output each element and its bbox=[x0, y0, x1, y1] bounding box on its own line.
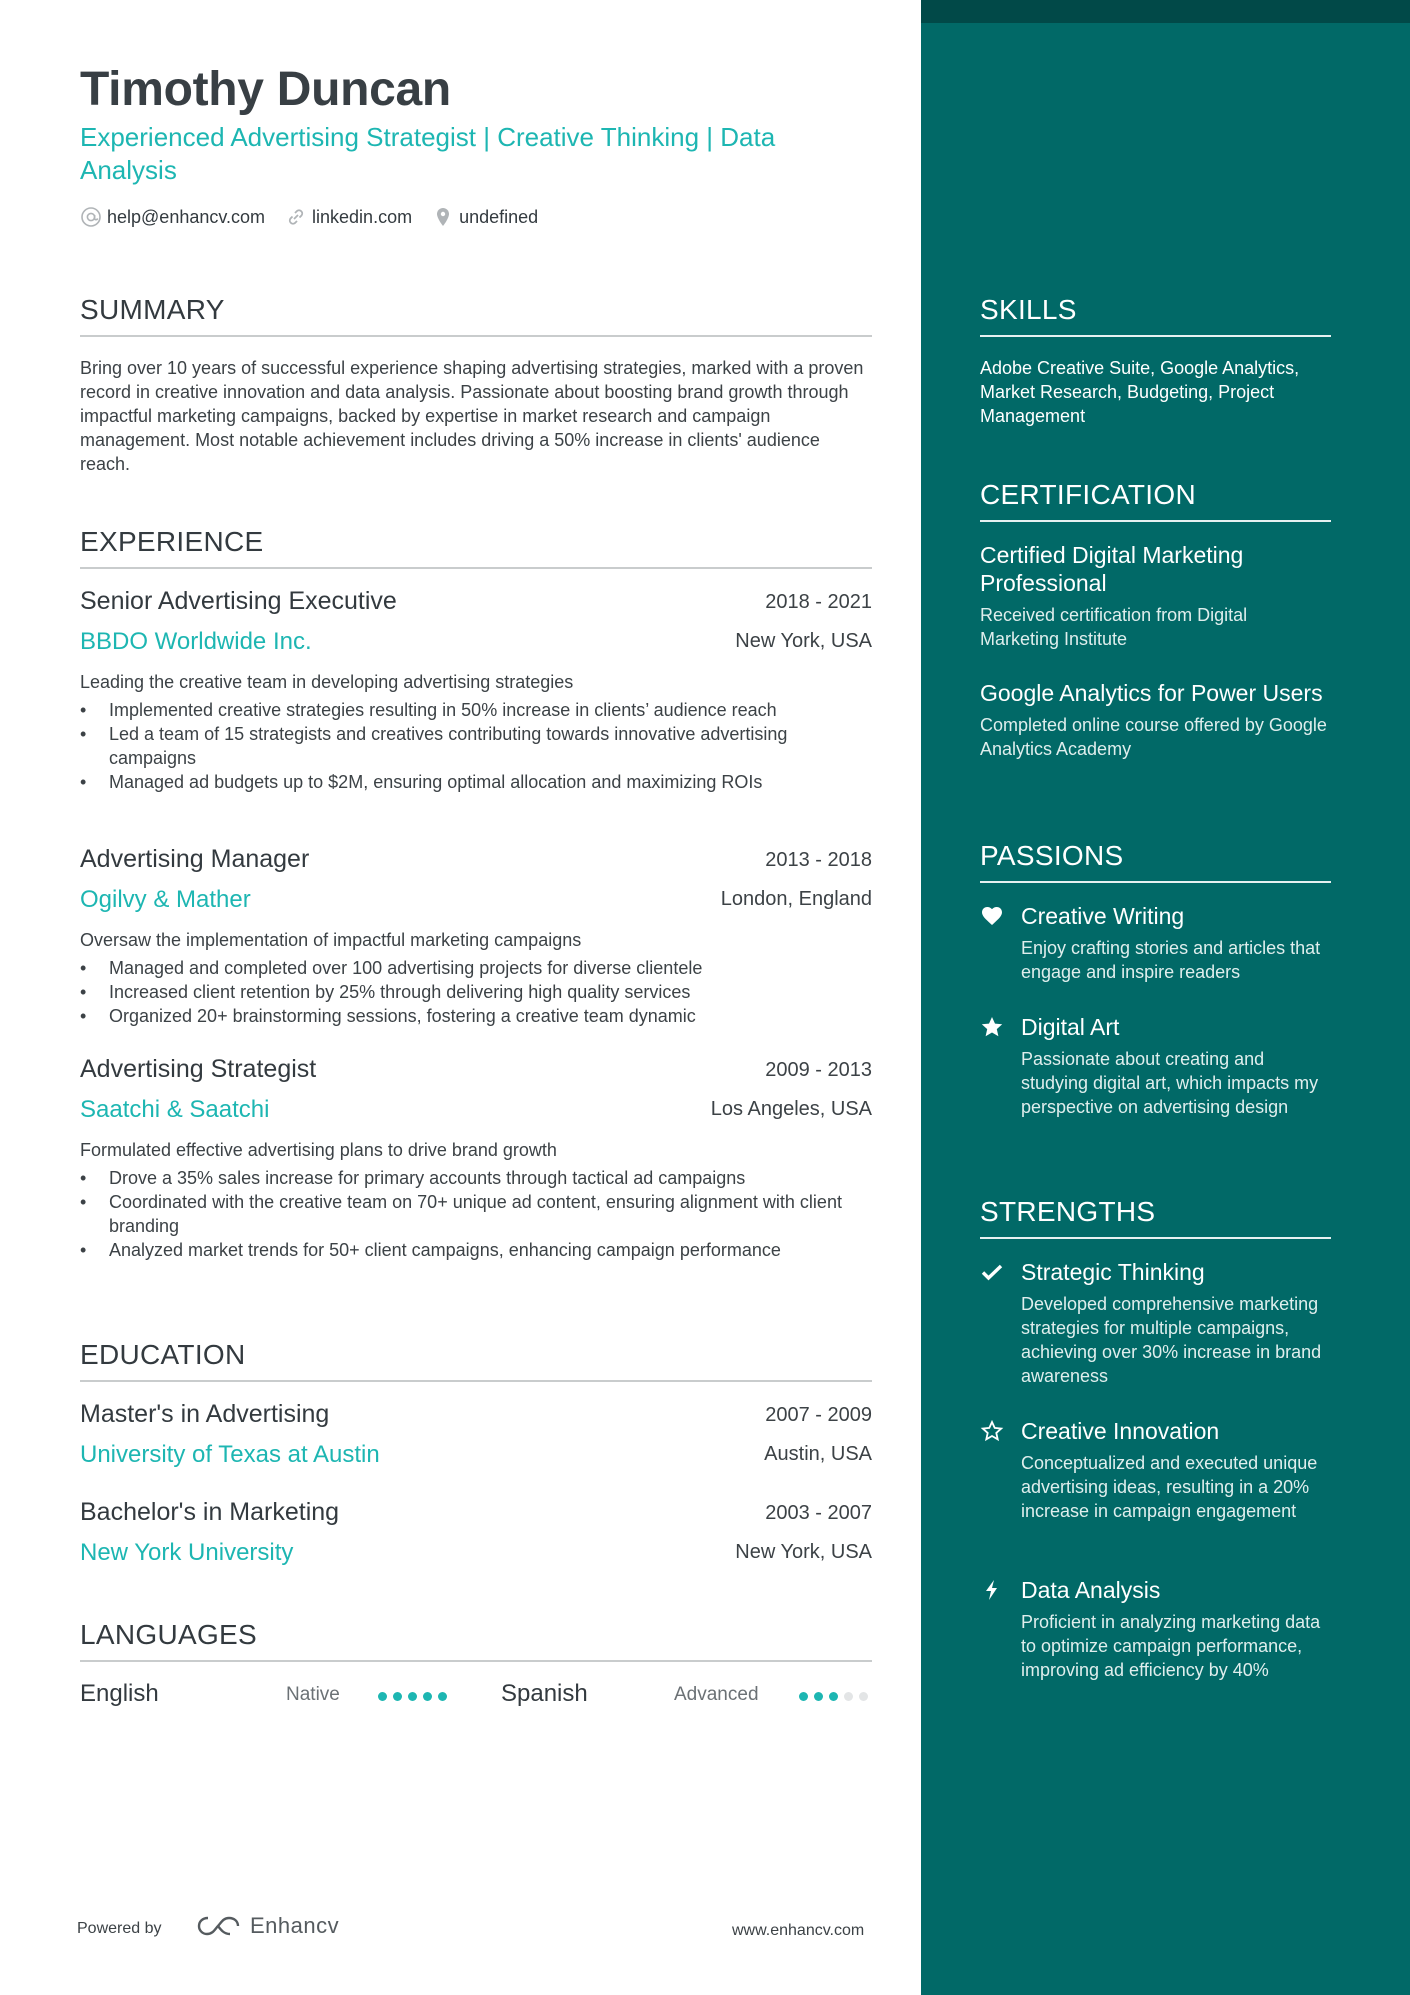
star-icon bbox=[980, 1015, 1004, 1039]
candidate-name: Timothy Duncan bbox=[80, 63, 451, 116]
contact-email[interactable] bbox=[80, 206, 265, 228]
edu-school: New York University bbox=[80, 1539, 294, 1566]
strength-desc: Developed comprehensive marketing strategies for multiple campaigns, achieving over 30% increase in brand awareness bbox=[1021, 1294, 1322, 1386]
rating-dot-filled bbox=[829, 1692, 838, 1701]
summary-heading: SUMMARY bbox=[80, 293, 872, 337]
passion-desc: Enjoy crafting stories and articles that engage and inspire readers bbox=[1021, 938, 1321, 982]
experience-heading: EXPERIENCE bbox=[80, 525, 872, 569]
job-bullet: • Coordinated with the creative team on 70+ unique ad content, ensuring alignment with client branding bbox=[80, 1190, 872, 1238]
job-bullet: • Managed ad budgets up to $2M, ensuring optimal allocation and maximizing ROIs bbox=[80, 770, 872, 794]
headline: Experienced Advertising Strategist | Creative Thinking | Data Analysis bbox=[80, 122, 776, 185]
passion-title: Digital Art bbox=[1021, 1014, 1120, 1040]
contact-email-text: help@enhancv.com bbox=[107, 206, 266, 227]
passion-item bbox=[980, 1013, 1331, 1119]
rating-dot-filled bbox=[393, 1692, 402, 1701]
job-role: Advertising Manager bbox=[80, 845, 310, 873]
job-bullet: • Led a team of 15 strategists and creatives contributing towards innovative advertising campaigns bbox=[80, 722, 872, 770]
sidebar-top-band bbox=[921, 0, 1410, 23]
certification-item bbox=[980, 541, 1331, 651]
job-bullet: • Managed and completed over 100 advertising projects for diverse clientele bbox=[80, 956, 872, 980]
contact-location-text: undefined bbox=[459, 206, 539, 227]
certification-desc: Completed online course offered by Google Analytics Academy bbox=[980, 715, 1327, 759]
job-description: Oversaw the implementation of impactful marketing campaigns bbox=[80, 930, 582, 950]
contact-linkedin-text: linkedin.com bbox=[312, 206, 413, 227]
job-bullet: • Implemented creative strategies resulting in 50% increase in clients’ audience reach bbox=[80, 698, 872, 722]
rating-dot-filled bbox=[423, 1692, 432, 1701]
job-bullets bbox=[80, 698, 872, 794]
strength-desc: Conceptualized and executed unique advertising ideas, resulting in a 20% increase in campaign engagement bbox=[1021, 1453, 1318, 1521]
enhancv-logo[interactable] bbox=[196, 1913, 339, 1939]
job-dates: 2018 - 2021 bbox=[765, 591, 872, 613]
job-dates: 2009 - 2013 bbox=[765, 1059, 872, 1081]
skills-heading: SKILLS bbox=[980, 293, 1331, 337]
job-description: Leading the creative team in developing advertising strategies bbox=[80, 672, 574, 692]
strengths-heading: STRENGTHS bbox=[980, 1195, 1331, 1239]
at-icon bbox=[80, 206, 102, 228]
enhancv-brand: Enhancv bbox=[250, 1913, 340, 1938]
job-bullets bbox=[80, 956, 872, 1028]
language-level: Native bbox=[286, 1684, 340, 1705]
summary-text: Bring over 10 years of successful experience shaping advertising strategies, marked with a proven record in creative innovation and data analysis. Passionate about boosting brand growth through impactful marketing campaigns, backed by expertise in market research and campaign management. Most notable achievement includes driving a 50% increase in clients' audience reach. bbox=[80, 358, 864, 474]
powered-by-label: Powered by bbox=[77, 1920, 162, 1937]
job-location: London, England bbox=[720, 888, 872, 910]
certification-title: Google Analytics for Power Users bbox=[980, 680, 1323, 706]
strength-item bbox=[980, 1576, 1331, 1682]
language-rating bbox=[799, 1692, 874, 1701]
certification-heading: CERTIFICATION bbox=[980, 478, 1331, 522]
certification-desc: Received certification from Digital Marketing Institute bbox=[980, 605, 1248, 649]
strength-item bbox=[980, 1417, 1331, 1523]
link-icon bbox=[285, 206, 307, 228]
strength-title: Strategic Thinking bbox=[1021, 1259, 1205, 1285]
job-bullet: • Organized 20+ brainstorming sessions, fostering a creative team dynamic bbox=[80, 1004, 872, 1028]
passion-item bbox=[980, 902, 1331, 984]
language-name: Spanish bbox=[501, 1680, 588, 1707]
edu-dates: 2007 - 2009 bbox=[765, 1404, 872, 1426]
languages-heading: LANGUAGES bbox=[80, 1618, 872, 1662]
rating-dot-empty bbox=[859, 1692, 868, 1701]
job-location: Los Angeles, USA bbox=[710, 1098, 872, 1120]
rating-dot-filled bbox=[438, 1692, 447, 1701]
edu-degree: Master's in Advertising bbox=[80, 1400, 330, 1428]
edu-location: Austin, USA bbox=[764, 1443, 872, 1465]
passions-heading: PASSIONS bbox=[980, 839, 1331, 883]
rating-dot-empty bbox=[844, 1692, 853, 1701]
job-location: New York, USA bbox=[735, 630, 872, 652]
experience-entry bbox=[80, 1055, 872, 1262]
contact-linkedin[interactable] bbox=[285, 206, 412, 228]
strength-title: Data Analysis bbox=[1021, 1577, 1161, 1603]
education-heading: EDUCATION bbox=[80, 1338, 872, 1382]
certification-item bbox=[980, 679, 1331, 761]
language-level: Advanced bbox=[674, 1684, 759, 1705]
job-bullet: • Increased client retention by 25% through delivering high quality services bbox=[80, 980, 872, 1004]
rating-dot-filled bbox=[814, 1692, 823, 1701]
job-company: Saatchi & Saatchi bbox=[80, 1096, 270, 1123]
job-bullet: • Analyzed market trends for 50+ client campaigns, enhancing campaign performance bbox=[80, 1238, 872, 1262]
job-role: Senior Advertising Executive bbox=[80, 587, 397, 615]
edu-school: University of Texas at Austin bbox=[80, 1441, 380, 1468]
checkmark-icon bbox=[980, 1260, 1004, 1284]
footer-url[interactable]: www.enhancv.com bbox=[732, 1922, 865, 1939]
certification-title: Certified Digital Marketing Professional bbox=[980, 542, 1244, 596]
passion-title: Creative Writing bbox=[1021, 903, 1185, 929]
rating-dot-filled bbox=[408, 1692, 417, 1701]
language-name: English bbox=[80, 1680, 159, 1707]
passion-desc: Passionate about creating and studying digital art, which impacts my perspective on advertising design bbox=[1021, 1049, 1319, 1117]
lightning-icon bbox=[980, 1578, 1004, 1602]
job-company: BBDO Worldwide Inc. bbox=[80, 628, 312, 655]
heart-icon bbox=[980, 904, 1004, 928]
education-entry bbox=[80, 1498, 872, 1571]
languages-row bbox=[80, 1680, 872, 1710]
job-company: Ogilvy & Mather bbox=[80, 886, 251, 913]
language-rating bbox=[378, 1692, 453, 1701]
job-role: Advertising Strategist bbox=[80, 1055, 317, 1083]
experience-entry bbox=[80, 845, 872, 1028]
strength-item bbox=[980, 1258, 1331, 1388]
job-bullets bbox=[80, 1166, 872, 1262]
contact-row bbox=[80, 206, 558, 228]
sidebar bbox=[921, 0, 1410, 1995]
job-description: Formulated effective advertising plans to drive brand growth bbox=[80, 1140, 557, 1160]
star-outline-icon bbox=[980, 1419, 1004, 1443]
strength-title: Creative Innovation bbox=[1021, 1418, 1220, 1444]
contact-location bbox=[432, 206, 538, 228]
edu-dates: 2003 - 2007 bbox=[765, 1502, 872, 1524]
rating-dot-filled bbox=[378, 1692, 387, 1701]
edu-location: New York, USA bbox=[735, 1541, 872, 1563]
edu-degree: Bachelor's in Marketing bbox=[80, 1498, 340, 1526]
strength-desc: Proficient in analyzing marketing data to optimize campaign performance, improving ad efficiency by 40% bbox=[1021, 1612, 1321, 1680]
experience-entry bbox=[80, 587, 872, 794]
job-dates: 2013 - 2018 bbox=[765, 849, 872, 871]
rating-dot-filled bbox=[799, 1692, 808, 1701]
job-bullet: • Drove a 35% sales increase for primary accounts through tactical ad campaigns bbox=[80, 1166, 872, 1190]
education-entry bbox=[80, 1400, 872, 1473]
location-pin-icon bbox=[432, 206, 454, 228]
skills-text: Adobe Creative Suite, Google Analytics, Market Research, Budgeting, Project Management bbox=[980, 358, 1300, 426]
enhancv-logo-icon bbox=[196, 1914, 242, 1938]
